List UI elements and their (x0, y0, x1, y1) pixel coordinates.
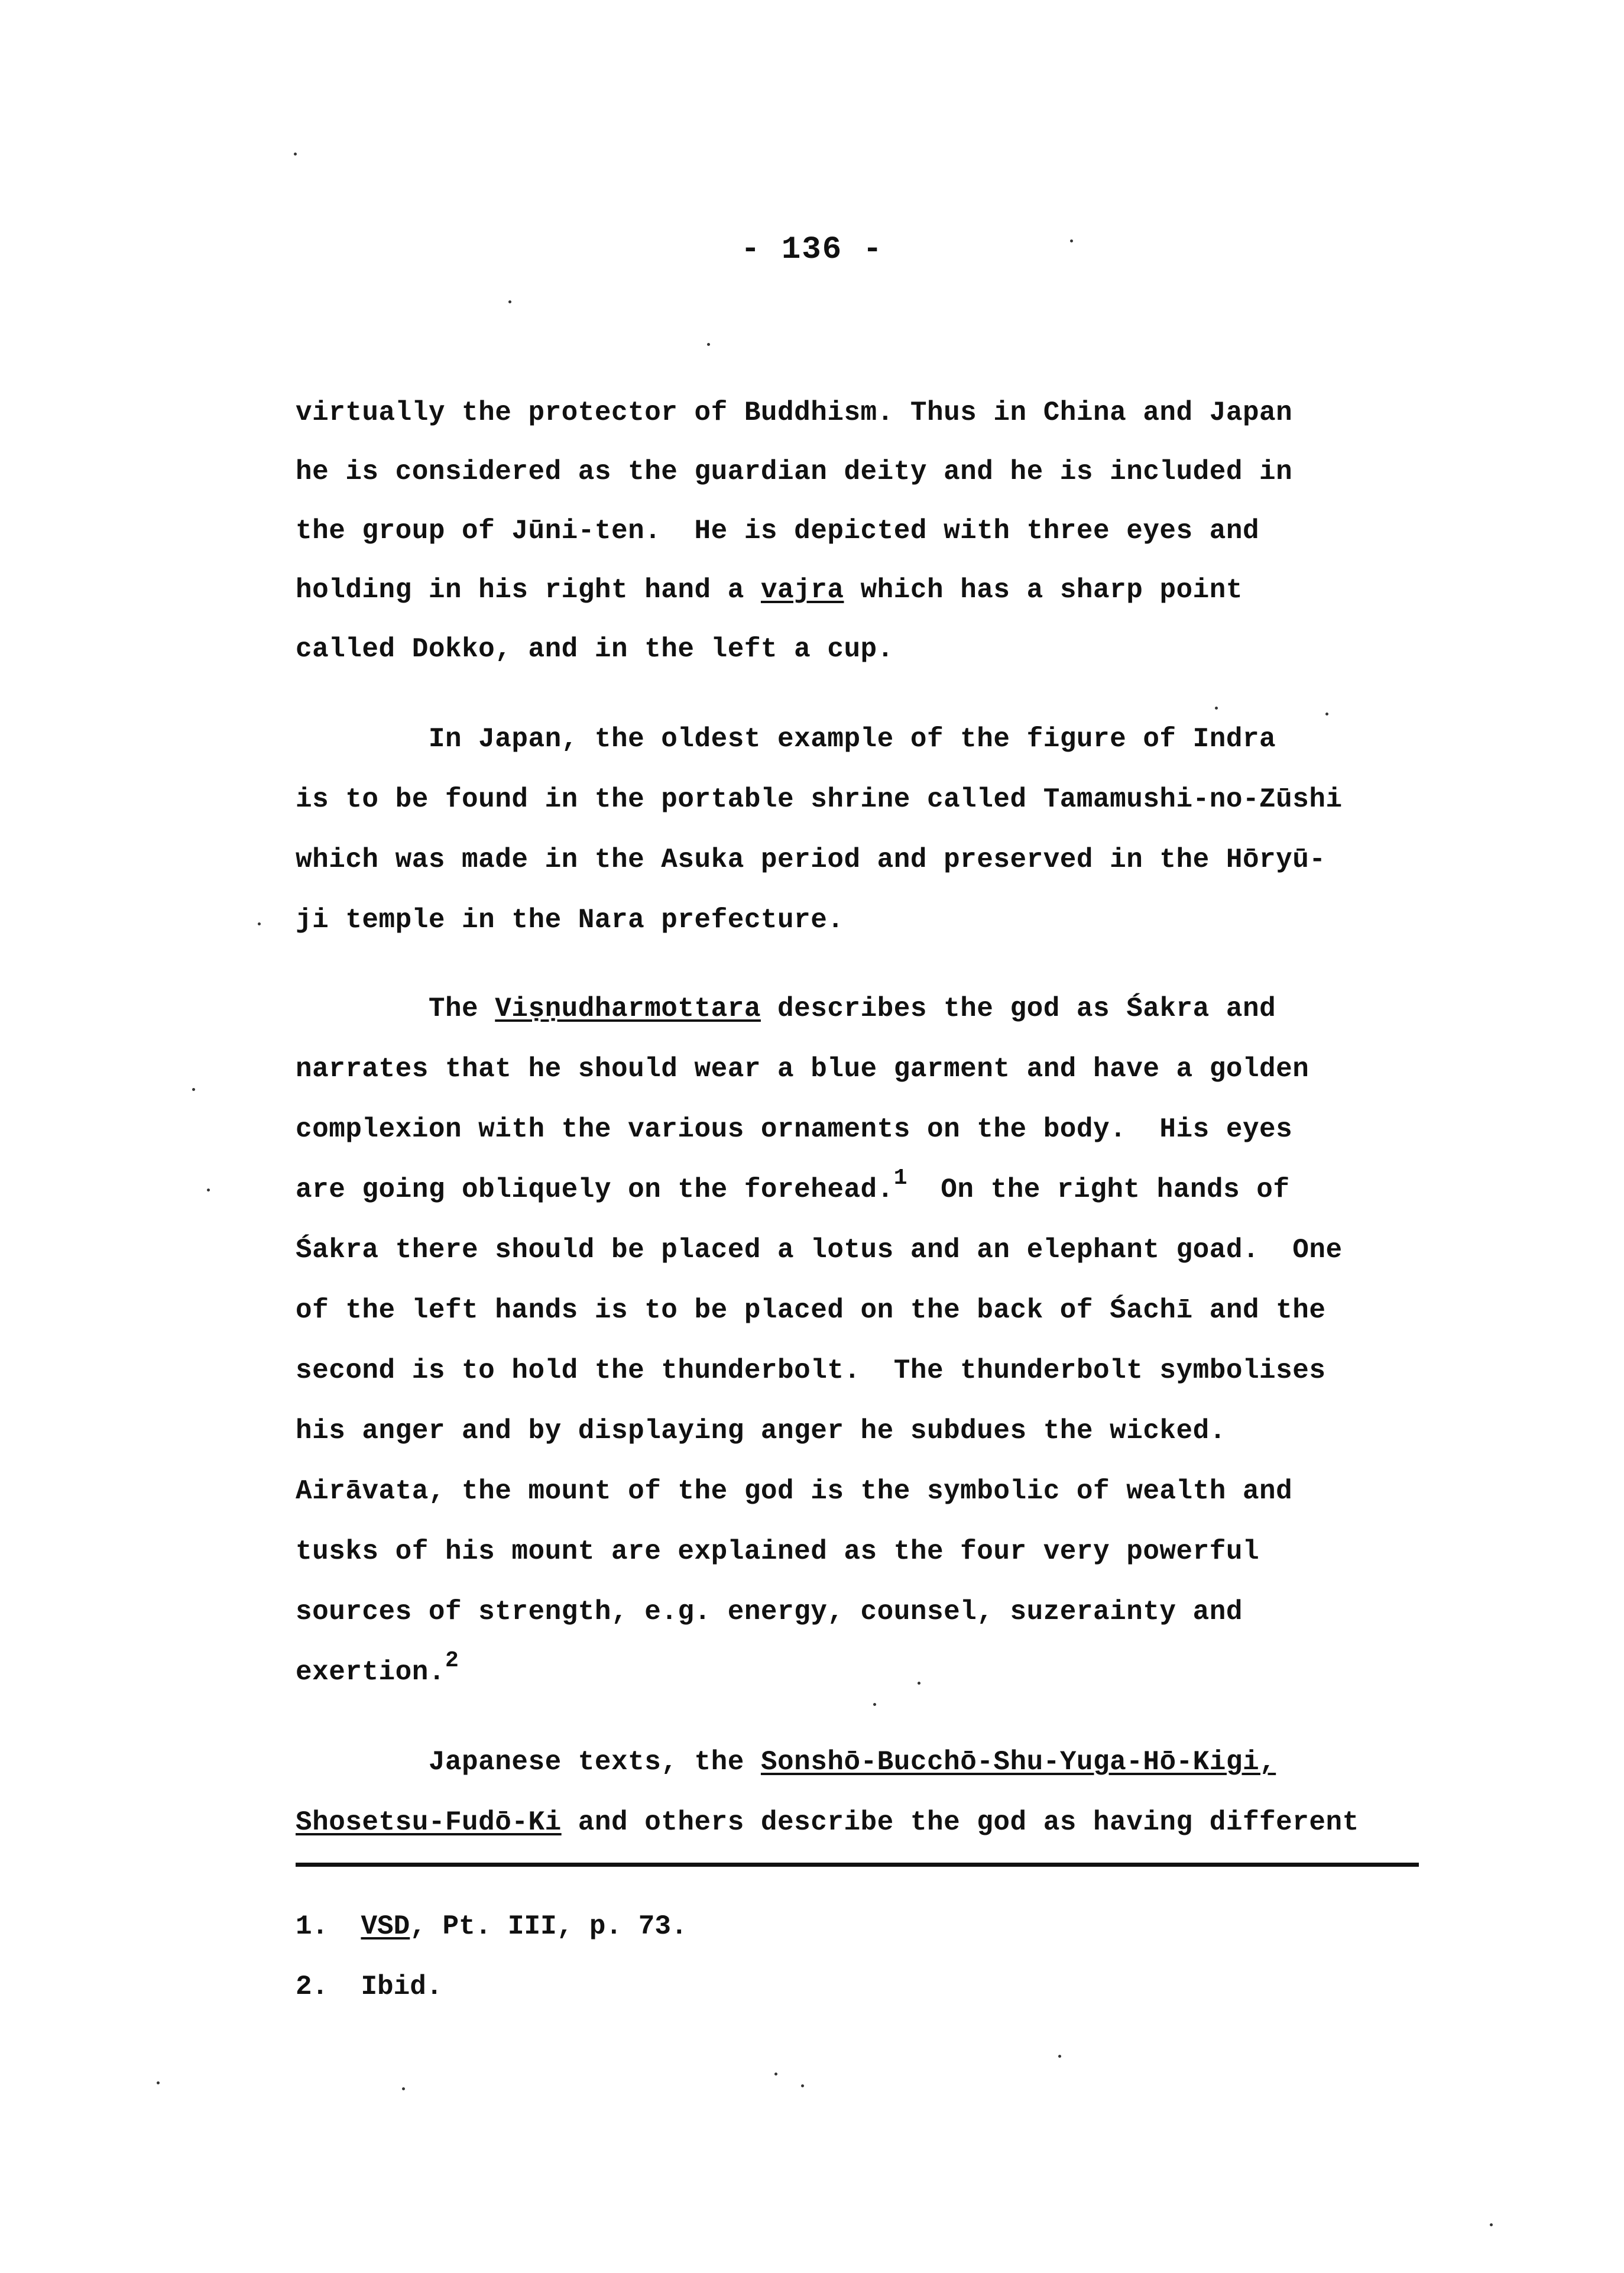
footnote-divider (296, 1863, 1419, 1867)
scan-speck (157, 2081, 160, 2084)
footnote-abbr-vsd: VSD (361, 1911, 410, 1942)
scan-speck (1490, 2223, 1493, 2226)
term-vajra: vajra (760, 575, 844, 606)
text-segment: are going obliquely on the forehead. (296, 1174, 894, 1205)
text-segment: describes the god as Śakra and (760, 993, 1276, 1024)
title-shosetsu-fudo-ki: Shosetsu-Fudō-Ki (296, 1807, 562, 1838)
text-line: sources of strength, e.g. energy, counsel, suzerainty and (296, 1597, 1243, 1627)
text-line: narrates that he should wear a blue garment and have a golden (296, 1054, 1309, 1084)
text-line: he is considered as the guardian deity and he is included in (296, 456, 1293, 487)
text-line (296, 572, 1243, 608)
scan-speck (801, 2084, 804, 2087)
scan-speck (873, 1703, 876, 1706)
text-line (296, 1805, 1359, 1840)
footnote-number: 2. (296, 1971, 329, 2002)
text-line (296, 991, 1276, 1027)
text-line: the group of Jūni-ten. He is depicted with three eyes and (296, 516, 1260, 546)
text-line: Śakra there should be placed a lotus and an elephant goad. One (296, 1235, 1343, 1265)
text-line (296, 1744, 1276, 1780)
footnote-text: Ibid. (361, 1971, 443, 2002)
text-line: ji temple in the Nara prefecture. (296, 905, 844, 935)
text-segment: The (296, 993, 495, 1024)
scan-speck (294, 153, 297, 156)
footnote-number: 1. (296, 1911, 329, 1942)
text-segment: holding in his right hand a (296, 575, 761, 606)
scan-speck (1070, 239, 1073, 242)
scan-speck (1058, 2055, 1061, 2058)
text-line: Airāvata, the mount of the god is the symbolic of wealth and (296, 1476, 1293, 1507)
footnote-ref-1[interactable]: 1 (893, 1165, 908, 1191)
text-line: his anger and by displaying anger he subdues the wicked. (296, 1416, 1226, 1446)
text-line: called Dokko, and in the left a cup. (296, 634, 894, 665)
text-line (296, 1165, 1290, 1209)
title-sonsho-buccho: Sonshō-Bucchō-Shu-Yuga-Hō-Kigi, (760, 1747, 1276, 1777)
text-segment: which has a sharp point (844, 575, 1243, 606)
title-visnudharmottara: Viṣṇudharmottara (495, 993, 761, 1024)
scan-speck (707, 343, 710, 346)
scan-speck (192, 1088, 195, 1091)
text-segment: and others describe the god as having different (561, 1807, 1359, 1838)
scan-speck (258, 922, 261, 925)
text-segment: exertion. (296, 1657, 445, 1688)
scan-speck (508, 300, 511, 303)
footnote-2 (296, 1969, 442, 2005)
text-line: of the left hands is to be placed on the back of Śachī and the (296, 1295, 1326, 1326)
page-number: - 136 - (741, 232, 883, 268)
text-line: virtually the protector of Buddhism. Thus in China and Japan (296, 397, 1293, 428)
text-line: In Japan, the oldest example of the figure of Indra (296, 724, 1276, 755)
text-line (296, 1648, 459, 1692)
text-segment: On the right hands of (907, 1174, 1290, 1205)
text-line: complexion with the various ornaments on the body. His eyes (296, 1114, 1293, 1145)
text-line: which was made in the Asuka period and preserved in the Hōryū- (296, 844, 1326, 875)
scan-speck (918, 1682, 920, 1685)
scan-speck (207, 1189, 210, 1191)
scan-speck (774, 2073, 777, 2076)
text-line: second is to hold the thunderbolt. The thunderbolt symbolises (296, 1355, 1326, 1386)
footnote-1 (296, 1909, 688, 1944)
text-line: is to be found in the portable shrine called Tamamushi-no-Zūshi (296, 784, 1343, 815)
scan-speck (402, 2087, 405, 2090)
text-line: tusks of his mount are explained as the four very powerful (296, 1536, 1260, 1567)
scan-speck (1215, 707, 1218, 710)
text-segment: Japanese texts, the (296, 1747, 761, 1777)
footnote-ref-2[interactable]: 2 (445, 1648, 459, 1673)
footnote-text: , Pt. III, p. 73. (410, 1911, 688, 1942)
scan-speck (1325, 713, 1328, 715)
